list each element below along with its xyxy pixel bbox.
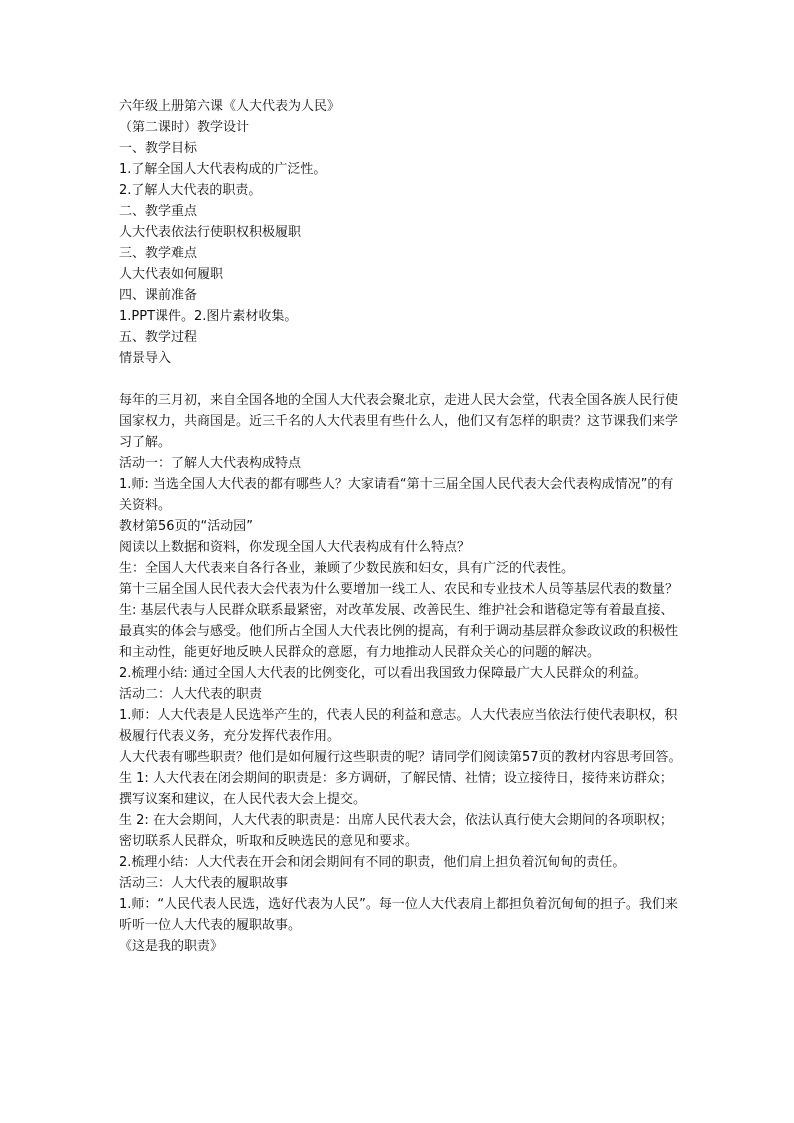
document-body [119,96,685,957]
paragraph: 人大代表有哪些职责？他们是如何履行这些职责的呢？请同学们阅读第57页的教材内容思考回答。 [119,750,682,765]
paragraph: 1.师: 当选全国人大代表的都有哪些人？大家请看“第十三届全国人民代表大会代表构成情况”的有关资料。 [119,477,674,513]
document-title: 六年级上册第六课《人大代表为人民》 [119,99,341,114]
paragraph: 生：全国人大代表来自各行各业，兼顾了少数民族和妇女，具有广泛的代表性。 [119,561,575,576]
paragraph: 第十三届全国人民代表大会代表为什么要增加一线工人、农民和专业技术人员等基层代表的数量？ [119,582,679,597]
activity-heading: 活动三：人大代表的履职故事 [119,876,289,891]
paragraph: 每年的三月初，来自全国各地的全国人大代表会聚北京，走进人民大会堂，代表全国各族人民行使国家权力，共商国是。近三千名的人大代表里有些什么人，他们又有怎样的职责？这节课我们来学习了解。 [119,393,679,450]
objective-item: 2.了解人大代表的职责。 [119,183,262,198]
difficulty-text: 人大代表如何履职 [119,267,224,282]
paragraph: 阅读以上数据和资料，你发现全国人大代表构成有什么特点？ [119,540,471,555]
paragraph: 1.师：人大代表是人民选举产生的，代表人民的利益和意志。人大代表应当依法行使代表职权，积极履行代表义务，充分发挥代表作用。 [119,708,678,744]
document-subtitle: （第二课时）教学设计 [119,120,250,135]
paragraph: 生 1: 人大代表在闭会期间的职责是：多方调研，了解民情、社情；设立接待日，接待来访群众；撰写议案和建议，在人民代表大会上提交。 [119,771,673,807]
paragraph: 教材第56页的“活动园” [119,519,254,534]
paragraph: 1.师：“人民代表人民选，选好代表为人民”。每一位人大代表肩上都担负着沉甸甸的担子。我们来听听一位人大代表的履职故事。 [119,897,678,933]
section-heading-process: 五、教学过程 [119,330,198,345]
blank-line [119,369,685,390]
section-heading-objectives: 一、教学目标 [119,141,198,156]
preparation-text: 1.PPT课件。2.图片素材收集。 [119,309,298,324]
paragraph: 生: 基层代表与人民群众联系最紧密，对改革发展、改善民生、维护社会和谐稳定等有着最直接、最真实的体会与感受。他们所占全国人大代表比例的提高，有利于调动基层群众参政议政的积极性和主动性，能更好地反映人民群众的意愿，有力地推动人民群众关心的问题的解决。 [119,603,679,660]
section-heading-difficulties: 三、教学难点 [119,246,198,261]
activity-heading: 活动二：人大代表的职责 [119,687,263,702]
objective-item: 1.了解全国人大代表构成的广泛性。 [119,162,327,177]
subsection-heading-intro: 情景导入 [119,351,172,366]
section-heading-preparation: 四、课前准备 [119,288,198,303]
paragraph: 2.梳理小结: 通过全国人大代表的比例变化，可以看出我国致力保障最广大人民群众的利益。 [119,666,647,681]
paragraph: 2.梳理小结：人大代表在开会和闭会期间有不同的职责，他们肩上担负着沉甸甸的责任。 [119,855,626,870]
activity-heading: 活动一：了解人大代表构成特点 [119,456,302,471]
story-title: 《这是我的职责》 [119,939,224,954]
section-heading-key-points: 二、教学重点 [119,204,198,219]
key-point-text: 人大代表依法行使职权积极履职 [119,225,302,240]
paragraph: 生 2: 在大会期间，人大代表的职责是：出席人民代表大会，依法认真行使大会期间的各项职权；密切联系人民群众，听取和反映选民的意见和要求。 [119,813,673,849]
